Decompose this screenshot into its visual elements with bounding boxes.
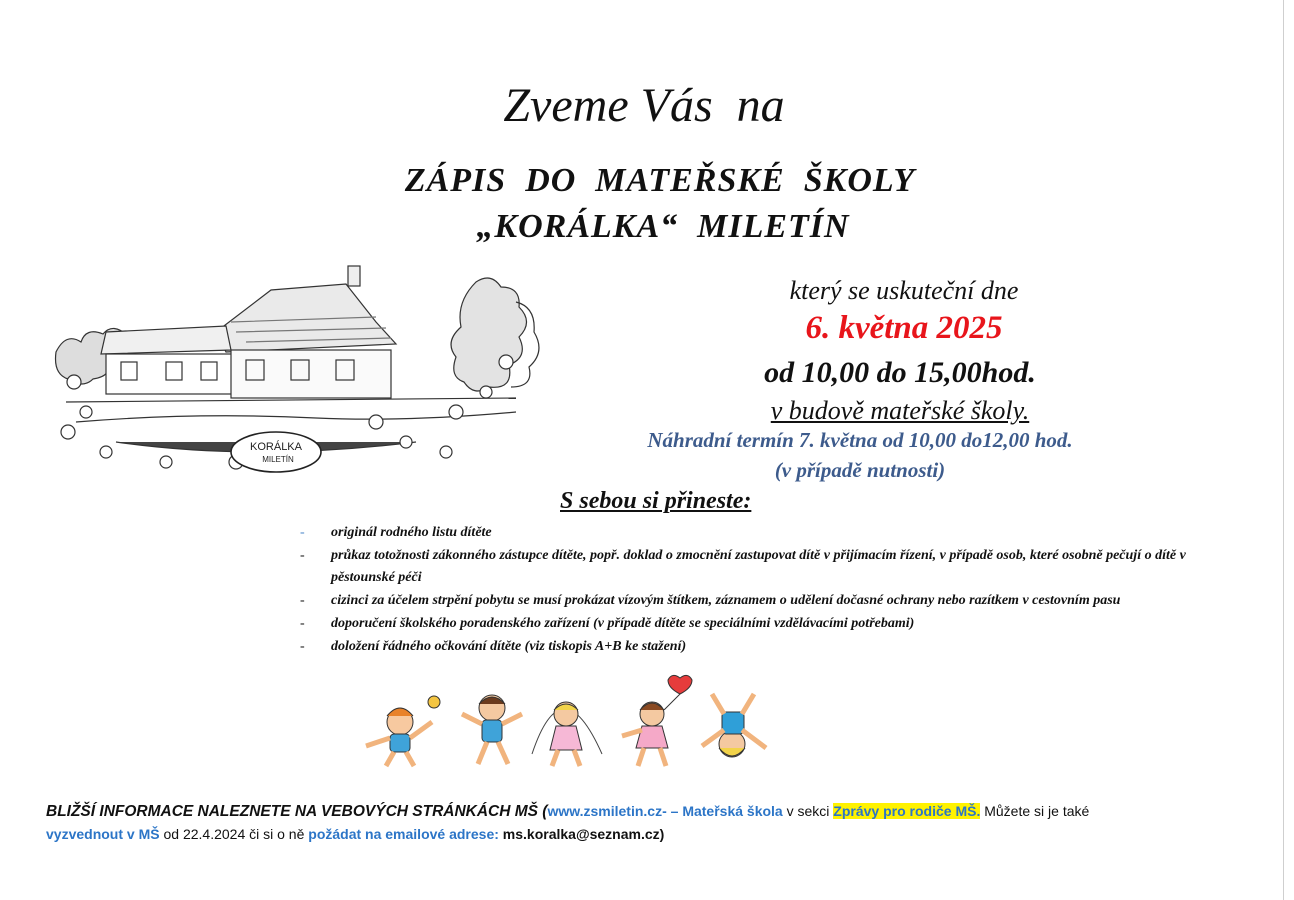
- parents-news-section[interactable]: Zprávy pro rodiče MŠ.: [833, 803, 981, 819]
- invitation-title: Zveme Vás na: [503, 79, 785, 132]
- children-illustration: [352, 674, 792, 770]
- required-documents-list: [300, 522, 1240, 659]
- list-item-text: doporučení školského poradenského zařízení (v případě dítěte se speciálními vzdělávacími potřebami): [331, 616, 915, 631]
- child-figure: [462, 695, 522, 764]
- list-item: [300, 590, 1240, 612]
- child-figure: [532, 702, 602, 766]
- list-dash: -: [300, 639, 305, 654]
- list-item-text: originál rodného listu dítěte: [331, 525, 492, 540]
- list-dash: -: [300, 525, 305, 540]
- footer-from-date: od 22.4.2024 či si o ně: [159, 826, 309, 842]
- event-time: od 10,00 do 15,00hod.: [764, 356, 1036, 389]
- list-item: [300, 545, 1240, 589]
- list-dash: -: [300, 548, 305, 563]
- school-name-heading: „KORÁLKA“ MILETÍN: [476, 208, 850, 245]
- list-item: [300, 522, 1240, 544]
- event-date: 6. května 2025: [805, 310, 1003, 346]
- list-item-text: průkaz totožnosti zákonného zástupce dítěte, popř. doklad o zmocnění zastupovat dítě v přijímacím řízení, v případě osob, které osobně pečují o dítě v pěstounské péči: [331, 548, 1186, 585]
- event-intro: který se uskuteční dne: [789, 276, 1019, 305]
- email-address[interactable]: ms.koralka@seznam.cz): [498, 826, 665, 842]
- alternate-date: Náhradní termín 7. května od 10,00 do12,00 hod.: [647, 428, 1073, 452]
- child-figure: [622, 675, 692, 766]
- footer-info: [46, 800, 1246, 846]
- footer-lead: BLIŽŠÍ INFORMACE NALEZNETE NA VEBOVÝCH STRÁNKÁCH MŠ (: [46, 803, 548, 820]
- school-building-illustration: [46, 262, 548, 488]
- list-item-text: cizinci za účelem strpění pobytu se musí prokázat vízovým štítkem, záznamem o udělení dočasné ochrany nebo razítkem v cestovním pasu: [331, 593, 1121, 608]
- logo-text-miletin: MILETÍN: [262, 455, 294, 464]
- email-label: požádat na emailové adrese:: [308, 826, 499, 842]
- logo-text-koralka: KORÁLKA: [250, 441, 302, 453]
- event-place: v budově mateřské školy.: [770, 396, 1030, 425]
- footer-also: Můžete si je také: [980, 803, 1090, 819]
- website-link[interactable]: www.zsmiletin.cz- – Mateřská škola: [547, 803, 783, 819]
- pickup-note: vyzvednout v MŠ: [46, 826, 160, 842]
- list-item-text: doložení řádného očkování dítěte (viz tiskopis A+B ke stažení): [331, 639, 687, 654]
- enrollment-heading: ZÁPIS DO MATEŘSKÉ ŠKOLY: [404, 162, 916, 199]
- list-dash: -: [300, 593, 305, 608]
- list-item: [300, 636, 1240, 658]
- footer-section-prefix: v sekci: [782, 803, 834, 819]
- child-figure: [702, 694, 766, 757]
- alternate-note: (v případě nutnosti): [774, 458, 946, 482]
- page-edge-rule: [1283, 0, 1284, 900]
- list-dash: -: [300, 616, 305, 631]
- bring-heading: S sebou si přineste:: [560, 488, 752, 514]
- child-figure: [366, 708, 432, 766]
- list-item: [300, 613, 1240, 635]
